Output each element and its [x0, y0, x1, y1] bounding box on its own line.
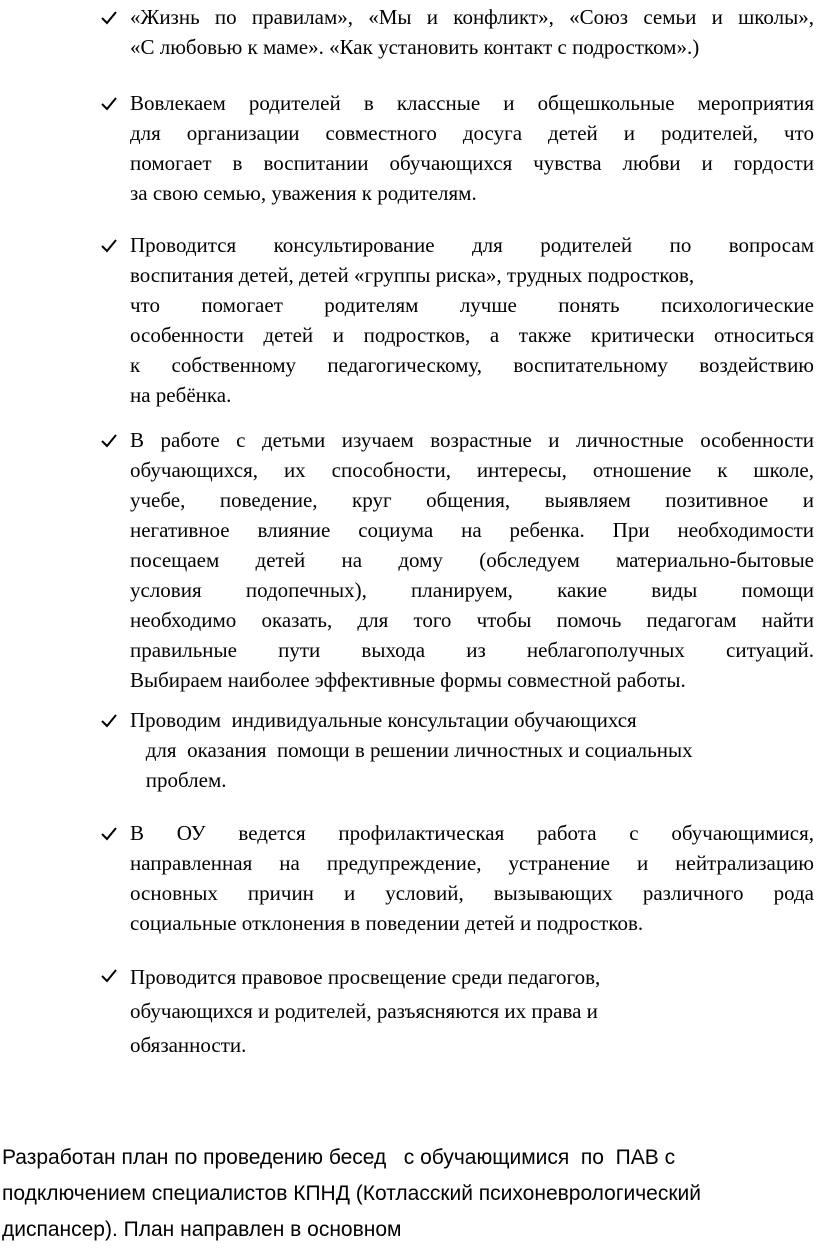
list-item: [130, 425, 814, 695]
text-line: «Жизнь по правилам», «Мы и конфликт», «Союз семьи и школы»,: [130, 5, 814, 29]
text-line: на ребёнка.: [130, 383, 232, 407]
text-line: для оказания помощи в решении личностных и социальных: [130, 738, 693, 762]
text-line: Проводим индивидуальные консультации обучающихся: [130, 708, 637, 732]
text-line: подключением специалистов КПНД (Котласский психоневрологический: [2, 1182, 701, 1205]
list-item: [130, 230, 814, 410]
text-line: воспитания детей, детей «группы риска», трудных подростков,: [130, 263, 695, 287]
text-line: к собственному педагогическому, воспитательному воздействию: [130, 353, 814, 377]
list-item: [130, 818, 814, 938]
text-line: что помогает родителям лучше понять психологические: [130, 293, 814, 317]
text-line: помогает в воспитании обучающихся чувства любви и гордости: [130, 151, 814, 175]
checkmark-icon: [100, 705, 120, 735]
text-line: «С любовью к маме». «Как установить контакт с подростком».): [130, 35, 700, 59]
checkmark-icon: [100, 960, 120, 994]
checkmark-icon: [100, 88, 120, 118]
text-line: основных причин и условий, вызывающих различного рода: [130, 881, 814, 905]
checkmark-icon: [100, 2, 120, 32]
text-line: обязанности.: [130, 1033, 247, 1057]
text-line: В работе с детьми изучаем возрастные и личностные особенности: [130, 428, 814, 452]
text-line: В ОУ ведется профилактическая работа с обучающимися,: [130, 821, 814, 845]
text-line: за свою семью, уважения к родителям.: [130, 181, 477, 205]
text-line: Проводится консультирование для родителей по вопросам: [130, 233, 814, 257]
text-line: Проводится правовое просвещение среди педагогов,: [130, 965, 601, 989]
checkmark-icon: [100, 425, 120, 455]
text-line: условия подопечных), планируем, какие виды помощи: [130, 578, 814, 602]
text-line: направленная на предупреждение, устранение и нейтрализацию: [130, 851, 814, 875]
list-item: [130, 2, 814, 62]
text-line: правильные пути выхода из неблагополучных ситуаций.: [130, 638, 814, 662]
text-line: проблем.: [130, 768, 227, 792]
text-line: для организации совместного досуга детей и родителей, что: [130, 121, 814, 145]
list-item: [130, 88, 814, 208]
text-line: особенности детей и подростков, а также критически относиться: [130, 323, 814, 347]
text-line: необходимо оказать, для того чтобы помочь педагогам найти: [130, 608, 814, 632]
closing-paragraph: [2, 1140, 814, 1248]
text-line: социальные отклонения в поведении детей и подростков.: [130, 911, 644, 935]
text-line: обучающихся, их способности, интересы, отношение к школе,: [130, 458, 814, 482]
checkmark-icon: [100, 230, 120, 260]
text-line: Выбираем наиболее эффективные формы совместной работы.: [130, 668, 686, 692]
list-item: [130, 960, 814, 1062]
text-line: диспансер). План направлен в основном: [2, 1218, 402, 1241]
list-item: [130, 705, 814, 795]
text-line: Вовлекаем родителей в классные и общешкольные мероприятия: [130, 91, 814, 115]
text-line: посещаем детей на дому (обследуем материально-бытовые: [130, 548, 814, 572]
text-line: негативное влияние социума на ребенка. При необходимости: [130, 518, 814, 542]
checkmark-icon: [100, 818, 120, 848]
text-line: Разработан план по проведению бесед с обучающимися по ПАВ с: [2, 1146, 676, 1169]
text-line: учебе, поведение, круг общения, выявляем позитивное и: [130, 488, 814, 512]
text-line: обучающихся и родителей, разъясняются их права и: [130, 999, 598, 1023]
